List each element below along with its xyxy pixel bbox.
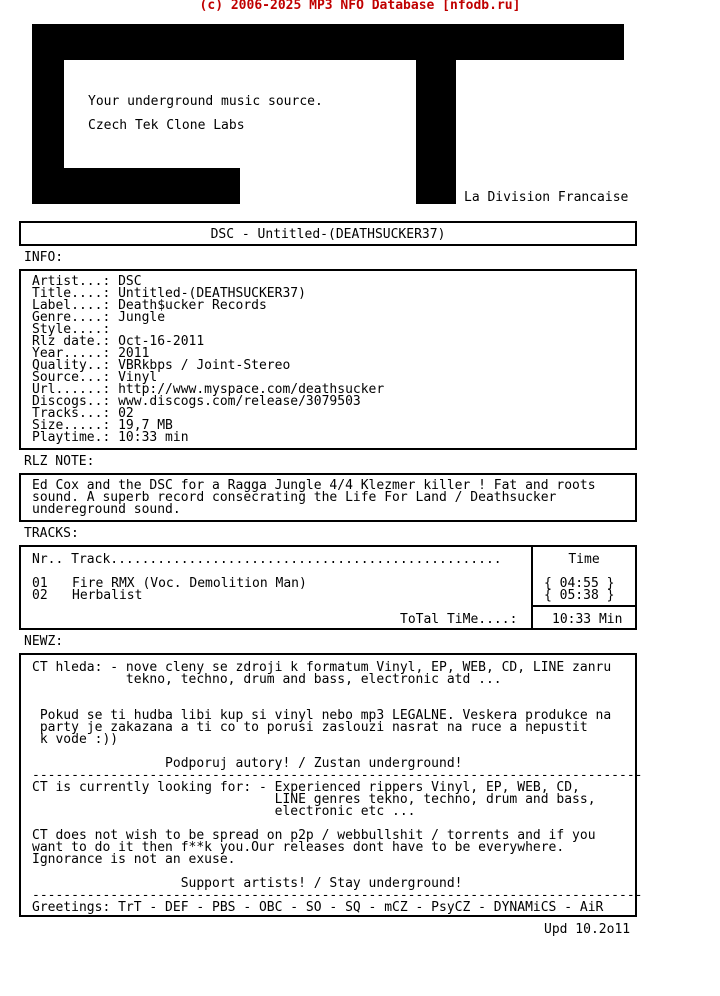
rlz-note-line: Ed Cox and the DSC for a Ragga Jungle 4/4 Klezmer killer ! Fat and roots [32, 478, 596, 493]
newz-line: want to do it then f**k you.Our releases dont have to be everywhere. [32, 840, 565, 855]
newz-line: Ignorance is not an exuse. [32, 852, 236, 867]
newz-divider: ------------------------------------------------------------------------------ [32, 768, 643, 783]
newz-line: electronic etc ... [32, 804, 416, 819]
newz-line: k vode :)) [32, 732, 119, 747]
newz-line: party je zakazana a ti co to porusi zaslouzi nasrat na ruce a nepustit [32, 720, 588, 735]
track-time: { 05:38 } [544, 588, 615, 603]
newz-line: Pokud se ti hudba libi kup si vinyl nebo mp3 LEGALNE. Veskera produkce na [32, 708, 612, 723]
info-row: Quality..: VBRkbps / Joint-Stereo [32, 358, 291, 373]
updated-date: Upd 10.2o11 [544, 922, 631, 937]
info-row: Label....: Death$ucker Records [32, 298, 267, 313]
info-heading: INFO: [24, 250, 64, 265]
newz-line: CT hleda: - nove cleny se zdroji k formatum Vinyl, EP, WEB, CD, LINE zanru [32, 660, 612, 675]
newz-line: LINE genres tekno, techno, drum and bass, [32, 792, 596, 807]
newz-slogan-en: Support artists! / Stay underground! [32, 876, 463, 891]
info-row: Rlz date.: Oct-16-2011 [32, 334, 205, 349]
info-row: Url......: http://www.myspace.com/deathsucker [32, 382, 385, 397]
tracks-box [19, 545, 637, 630]
newz-line: tekno, techno, drum and bass, electronic atd ... [32, 672, 502, 687]
newz-box [19, 653, 643, 917]
total-time-label: ToTal TiMe....: [400, 612, 518, 627]
track-nr: 02 [32, 588, 48, 603]
newz-line: CT does not wish to be spread on p2p / webbullshit / torrents and if you [32, 828, 596, 843]
info-row: Tracks...: 02 [32, 406, 134, 421]
total-time-value: 10:33 Min [552, 612, 623, 627]
newz-greetings: Greetings: TrT - DEF - PBS - OBC - SO - SQ - mCZ - PsyCZ - DYNAMiCS - AiR [32, 900, 604, 915]
rlz-note-box [19, 473, 637, 522]
info-row: Size.....: 19,7 MB [32, 418, 173, 433]
info-row: Genre....: Jungle [32, 310, 166, 325]
newz-slogan-cz: Podporuj autory! / Zustan underground! [32, 756, 463, 771]
rlz-note-line: sound. A superb record consecrating the Life For Land / Deathsucker [32, 490, 557, 505]
rlz-note-heading: RLZ NOTE: [24, 454, 95, 469]
info-row: Artist...: DSC [32, 274, 142, 289]
logo-group: Czech Tek Clone Labs [88, 118, 245, 133]
info-row: Discogs..: www.discogs.com/release/3079503 [32, 394, 361, 409]
track-title: Fire RMX (Voc. Demolition Man) [72, 576, 307, 591]
newz-divider: ------------------------------------------------------------------------------ [32, 888, 643, 903]
info-row: Year.....: 2011 [32, 346, 150, 361]
tracks-column-header: Nr.. Track.................................................. [32, 552, 502, 567]
logo-tagline: Your underground music source. [88, 94, 323, 109]
info-row: Source...: Vinyl [32, 370, 158, 385]
release-title: DSC - Untitled-(DEATHSUCKER37) [210, 227, 446, 242]
newz-line: CT is currently looking for: - Experienced rippers Vinyl, EP, WEB, CD, [32, 780, 580, 795]
copyright-header: (c) 2006-2025 MP3 NFO Database [nfodb.ru] [199, 0, 521, 13]
release-title-box [19, 221, 637, 246]
info-row: Playtime.: 10:33 min [32, 430, 189, 445]
info-box [19, 269, 637, 450]
tracks-heading: TRACKS: [24, 526, 79, 541]
rlz-note-line: undereground sound. [32, 502, 181, 517]
newz-heading: NEWZ: [24, 634, 64, 649]
logo-division: La Division Francaise [464, 190, 629, 205]
track-time: { 04:55 } [544, 576, 615, 591]
track-title: Herbalist [72, 588, 143, 603]
track-nr: 01 [32, 576, 48, 591]
time-column-header: Time [568, 552, 600, 567]
info-row: Style....: [32, 322, 111, 337]
info-row: Title....: Untitled-(DEATHSUCKER37) [32, 286, 306, 301]
